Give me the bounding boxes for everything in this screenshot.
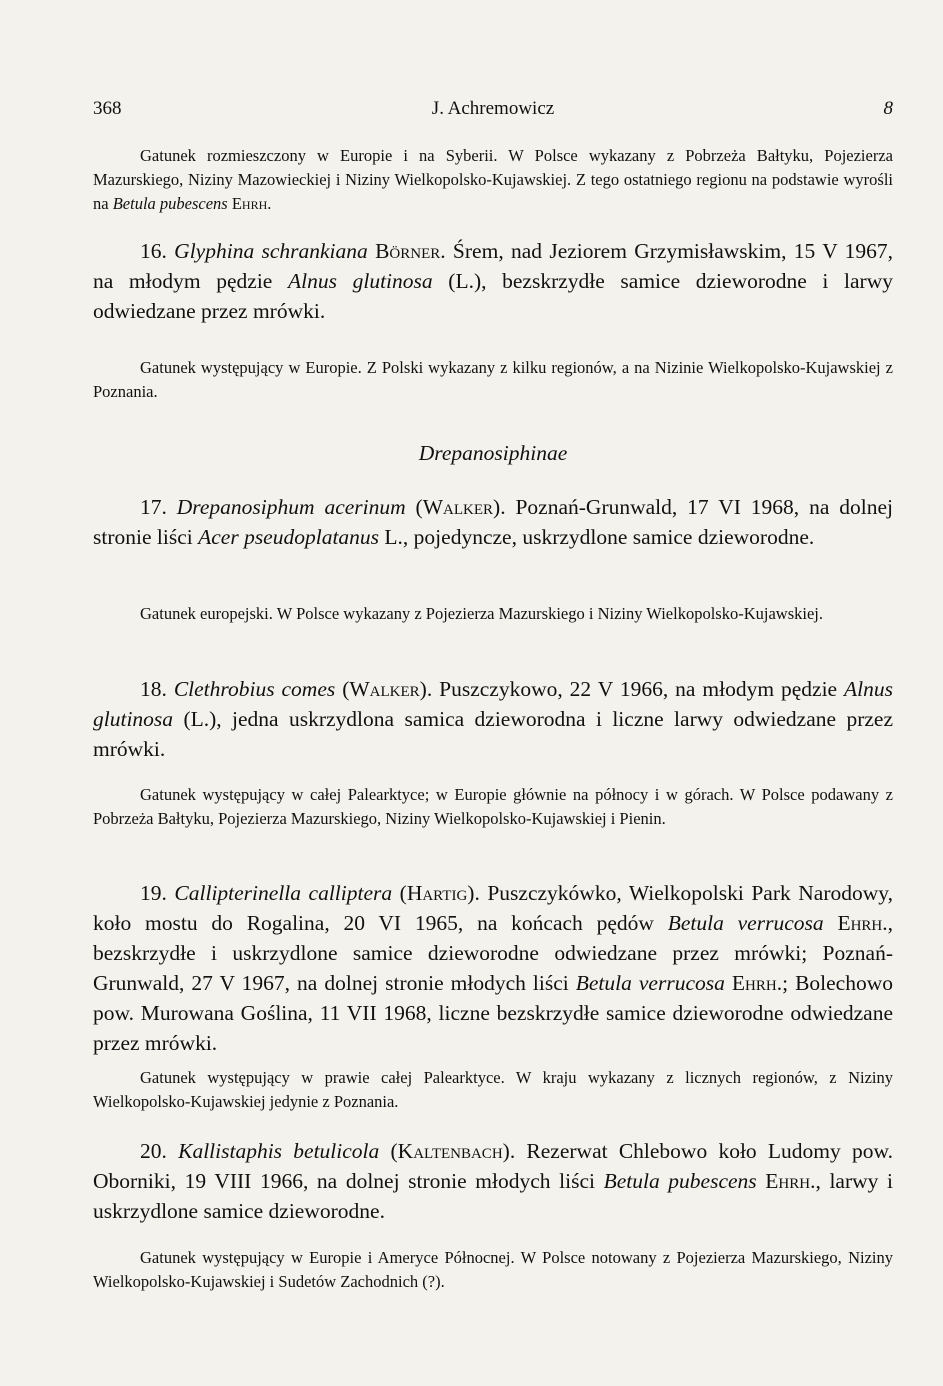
entry-18: 18. Clethrobius comes (Walker). Puszczykowo, 22 V 1966, na młodym pędzie Alnus glutinosa (L.), jedna uskrzydlona samica dzieworodna i liczne larwy odwiedzane przez mrówki. (93, 677, 894, 761)
signature-mark: 8 (883, 98, 893, 119)
note-16: Gatunek występujący w Europie. Z Polski wykazany z kilku regionów, a na Nizinie Wielkopolsko-Kujawskiej z Poznania. (93, 358, 893, 401)
running-header (93, 98, 893, 124)
note-17: Gatunek europejski. W Polsce wykazany z Pojezierza Mazurskiego i Niziny Wielkopolsko-Kujawskiej. (140, 604, 823, 623)
page-number: 368 (93, 98, 122, 119)
section-heading: Drepanosiphinae (418, 441, 568, 465)
entry-20: 20. Kallistaphis betulicola (Kaltenbach). Rezerwat Chlebowo koło Ludomy pow. Oborniki, 19 VIII 1966, na dolnej stronie młodych liści Betula pubescens Ehrh., larwy i uskrzydlone samice dzieworodne. (93, 1139, 893, 1223)
entry-16: 16. Glyphina schrankiana Börner. Śrem, nad Jeziorem Grzymisławskim, 15 V 1967, na młodym pędzie Alnus glutinosa (L.), bezskrzydłe samice dzieworodne i larwy odwiedzane przez mrówki. (93, 239, 893, 323)
entry-19: 19. Callipterinella calliptera (Hartig). Puszczykówko, Wielkopolski Park Narodowy, koło mostu do Rogalina, 20 VI 1965, na końcach pędów Betula verrucosa Ehrh., bezskrzydłe i uskrzydlone samice dzieworodne odwiedzane przez mrówki; Poznań-Grunwald, 27 V 1967, na dolnej stronie młodych liści Betula verrucosa Ehrh.; Bolechowo pow. Murowana Goślina, 11 VII 1968, liczne bezskrzydłe samice dzieworodne odwiedzane przez mrówki. (93, 881, 894, 1055)
note-19: Gatunek występujący w prawie całej Palearktyce. W kraju wykazany z licznych regionów, z Niziny Wielkopolsko-Kujawskiej jedynie z Poznania. (93, 1068, 893, 1111)
paragraph-note-15: Gatunek rozmieszczony w Europie i na Syberii. W Polsce wykazany z Pobrzeża Bałtyku, Pojezierza Mazurskiego, Niziny Mazowieckiej i Niziny Wielkopolsko-Kujawskiej. Z tego ostatniego regionu na podstawie wyrośli na Betula pubescens Ehrh. (93, 146, 893, 213)
entry-17: 17. Drepanosiphum acerinum (Walker). Poznań-Grunwald, 17 VI 1968, na dolnej stronie liści Acer pseudoplatanus L., pojedyncze, uskrzydlone samice dzieworodne. (93, 495, 894, 549)
running-author: J. Achremowicz (431, 98, 555, 119)
note-20: Gatunek występujący w Europie i Ameryce Północnej. W Polsce notowany z Pojezierza Mazurskiego, Niziny Wielkopolsko-Kujawskiej i Sudetów Zachodnich (?). (93, 1248, 893, 1291)
note-18: Gatunek występujący w całej Palearktyce; w Europie głównie na północy i w górach. W Polsce podawany z Pobrzeża Bałtyku, Pojezierza Mazurskiego, Niziny Wielkopolsko-Kujawskiej i Pienin. (93, 785, 893, 828)
